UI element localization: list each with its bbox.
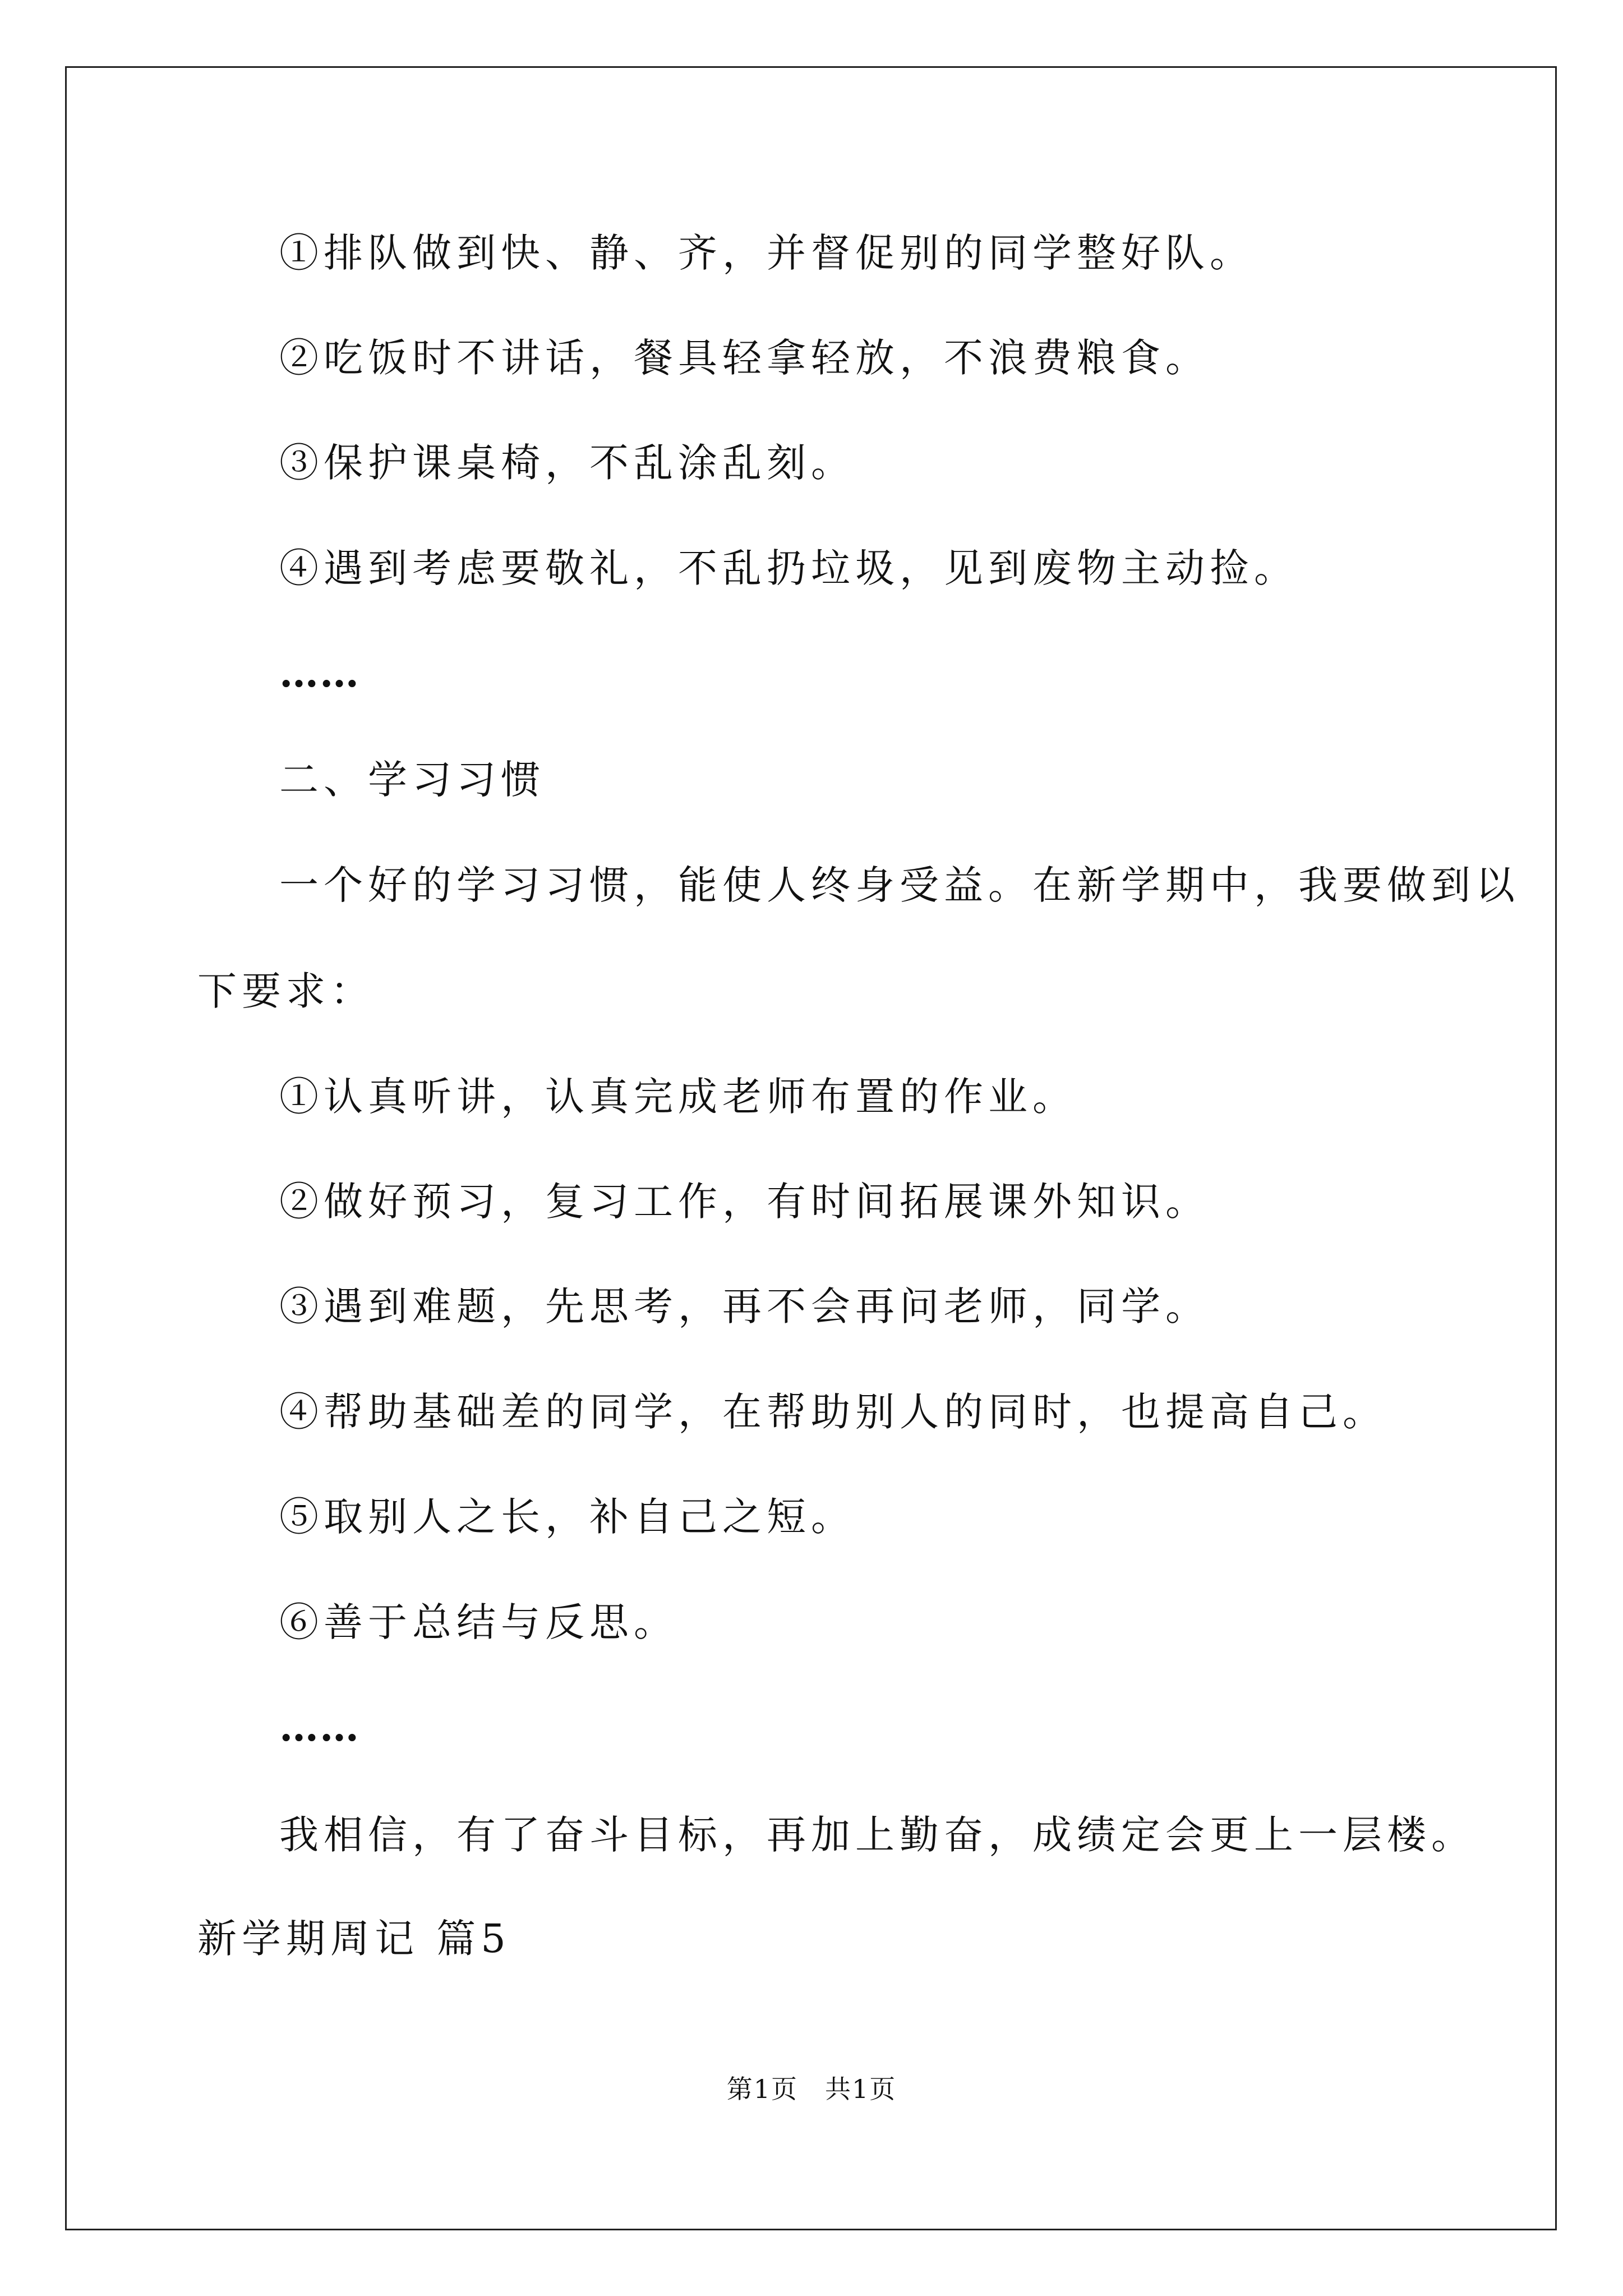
paragraph-line: 下要求：	[197, 968, 375, 1014]
paragraph-line: ③保护课桌椅，不乱涂乱刻。	[279, 440, 855, 486]
list-item: ⑥善于总结与反思。	[279, 1599, 678, 1645]
paragraph-line: 我相信，有了奋斗目标，再加上勤奋，成绩定会更上一层楼。	[279, 1812, 1476, 1858]
paragraph-line: ①排队做到快、静、齐，并督促别的同学整好队。	[279, 230, 1254, 276]
list-item: ②做好预习，复习工作，有时间拓展课外知识。	[279, 1179, 1210, 1225]
ellipsis-line: ……	[279, 1704, 360, 1750]
next-article-title: 新学期周记 篇5	[197, 1916, 511, 1962]
list-item: ③遇到难题，先思考，再不会再问老师，同学。	[279, 1283, 1210, 1329]
section-heading: 二、学习习惯	[279, 757, 545, 803]
paragraph-line: ④遇到考虑要敬礼，不乱扔垃圾，见到废物主动捡。	[279, 545, 1298, 591]
page-border	[65, 66, 1557, 2230]
page-number-footer: 第1页 共1页	[726, 2074, 897, 2104]
paragraph-line: 一个好的学习习惯，能使人终身受益。在新学期中，我要做到以	[279, 862, 1520, 908]
paragraph-line: ②吃饭时不讲话，餐具轻拿轻放，不浪费粮食。	[279, 335, 1210, 381]
list-item: ⑤取别人之长，补自己之短。	[279, 1494, 855, 1540]
list-item: ④帮助基础差的同学，在帮助别人的同时，也提高自己。	[279, 1389, 1387, 1435]
list-item: ①认真听讲，认真完成老师布置的作业。	[279, 1074, 1077, 1120]
ellipsis-line: ……	[279, 650, 360, 696]
